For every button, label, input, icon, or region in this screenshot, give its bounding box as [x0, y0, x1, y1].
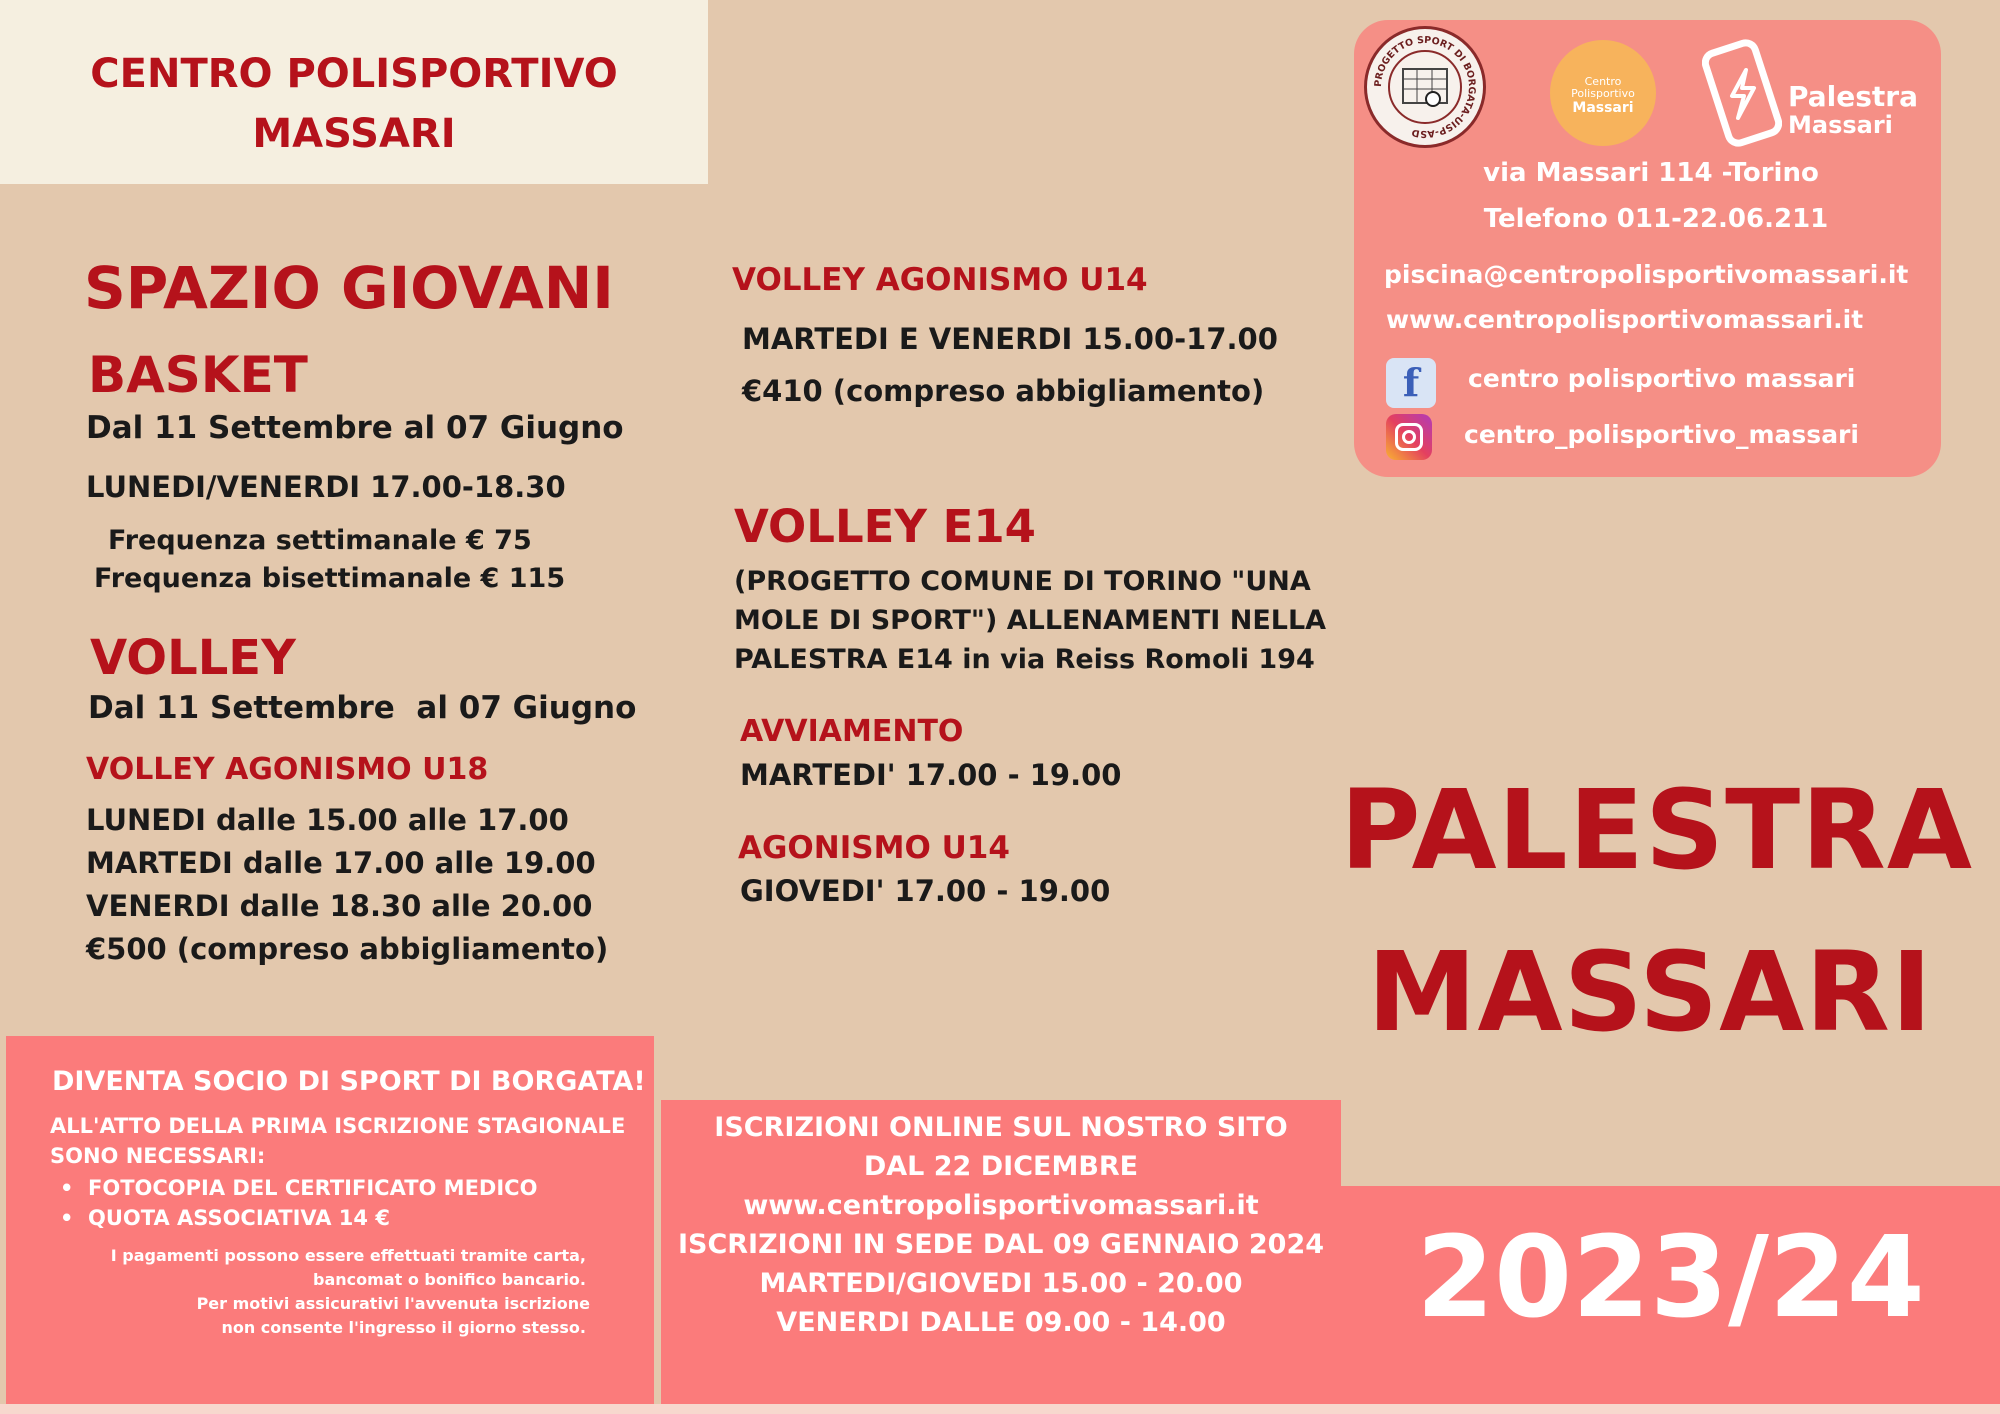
contact-address: via Massari 114 -Torino	[1483, 158, 1819, 188]
section-title: SPAZIO GIOVANI	[84, 254, 614, 322]
contact-email[interactable]: piscina@centropolisportivomassari.it	[1384, 260, 1909, 289]
season-label: 2023/24	[1416, 1213, 1925, 1343]
logo2-line2: Polisportivo	[1571, 87, 1635, 100]
basket-dates: Dal 11 Settembre al 07 Giugno	[86, 410, 624, 446]
socio-bullet: QUOTA ASSOCIATIVA 14 €	[88, 1206, 390, 1230]
bullet-icon: •	[60, 1176, 74, 1200]
avviamento-time: MARTEDI' 17.00 - 19.00	[740, 758, 1122, 792]
bottom-strip	[0, 1404, 2000, 1414]
big-title-line1: PALESTRA	[1340, 766, 1973, 894]
logo2-line1: Centro	[1584, 75, 1622, 88]
iscrizioni-box	[661, 1100, 1341, 1414]
lightning-icon	[1702, 38, 1782, 148]
basket-freq1: Frequenza settimanale € 75	[108, 525, 532, 556]
iscrizioni-website[interactable]: www.centropolisportivomassari.it	[743, 1190, 1259, 1221]
seal-icon	[1367, 29, 1483, 145]
logo3-line1: Palestra	[1788, 80, 1919, 113]
volley-e14-desc: (PROGETTO COMUNE DI TORINO "UNA	[734, 566, 1311, 597]
basket-schedule: LUNEDI/VENERDI 17.00-18.30	[86, 470, 566, 504]
palestra-massari-logo	[1702, 38, 1932, 148]
socio-intro: ALL'ATTO DELLA PRIMA ISCRIZIONE STAGIONALE	[50, 1114, 626, 1138]
contact-phone: Telefono 011-22.06.211	[1483, 204, 1829, 234]
volley-u18-title: VOLLEY AGONISMO U18	[86, 752, 489, 787]
iscrizioni-line: DAL 22 DICEMBRE	[863, 1151, 1139, 1182]
header-box	[0, 0, 708, 184]
header-line1: CENTRO POLISPORTIVO	[90, 51, 618, 97]
instagram-icon[interactable]	[1386, 414, 1432, 460]
sport-di-borgata-logo	[1364, 26, 1486, 148]
volley-e14-desc: MOLE DI SPORT") ALLENAMENTI NELLA	[734, 605, 1327, 636]
iscrizioni-line: ISCRIZIONI ONLINE SUL NOSTRO SITO	[714, 1112, 1288, 1143]
facebook-label[interactable]: centro polisportivo massari	[1468, 364, 1856, 393]
socio-note: Per motivi assicurativi l'avvenuta iscrizione	[196, 1294, 590, 1313]
seal-text: PROGETTO SPORT DI BORGATA-UISP-ASD	[1372, 34, 1478, 140]
iscrizioni-line: ISCRIZIONI IN SEDE DAL 09 GENNAIO 2024	[677, 1229, 1325, 1260]
volley-e14-desc: PALESTRA E14 in via Reiss Romoli 194	[734, 644, 1315, 675]
volley-e14-title: VOLLEY E14	[734, 500, 1036, 553]
agonismo-time: GIOVEDI' 17.00 - 19.00	[740, 874, 1111, 908]
iscrizioni-line: VENERDI DALLE 09.00 - 14.00	[776, 1307, 1226, 1338]
volley-u14-title: VOLLEY AGONISMO U14	[732, 262, 1148, 298]
instagram-label[interactable]: centro_polisportivo_massari	[1464, 420, 1859, 449]
socio-bullet: FOTOCOPIA DEL CERTIFICATO MEDICO	[88, 1176, 538, 1200]
volley-u18-line: LUNEDI dalle 15.00 alle 17.00	[86, 803, 569, 837]
socio-note: bancomat o bonifico bancario.	[313, 1270, 586, 1289]
contact-website[interactable]: www.centropolisportivomassari.it	[1386, 305, 1864, 334]
volley-title: VOLLEY	[90, 630, 296, 686]
socio-note: non consente l'ingresso il giorno stesso.	[221, 1318, 586, 1337]
socio-intro: SONO NECESSARI:	[50, 1144, 266, 1168]
basket-freq2: Frequenza bisettimanale € 115	[94, 563, 566, 594]
logo3-line2: Massari	[1788, 111, 1893, 139]
agonismo-title: AGONISMO U14	[738, 830, 1010, 866]
volley-u18-line: VENERDI dalle 18.30 alle 20.00	[86, 889, 593, 923]
socio-box	[6, 1036, 654, 1414]
iscrizioni-line: MARTEDI/GIOVEDI 15.00 - 20.00	[759, 1268, 1243, 1299]
volley-u14-schedule: MARTEDI E VENERDI 15.00-17.00	[742, 322, 1278, 356]
volley-u14-price: €410 (compreso abbigliamento)	[742, 374, 1265, 408]
volley-dates: Dal 11 Settembre al 07 Giugno	[88, 690, 637, 726]
contact-card	[1354, 20, 1941, 477]
header-line2: MASSARI	[252, 111, 456, 157]
volley-u18-line: MARTEDI dalle 17.00 alle 19.00	[86, 846, 596, 880]
big-title-line2: MASSARI	[1367, 928, 1933, 1056]
volley-u18-line: €500 (compreso abbigliamento)	[86, 932, 609, 966]
logo2-line3: Massari	[1572, 100, 1634, 116]
avviamento-title: AVVIAMENTO	[740, 714, 964, 749]
facebook-icon[interactable]: f	[1386, 358, 1436, 408]
season-box	[1341, 1186, 2000, 1414]
centro-polisportivo-logo	[1550, 40, 1656, 146]
socio-note: I pagamenti possono essere effettuati tramite carta,	[110, 1246, 586, 1265]
basket-title: BASKET	[88, 346, 308, 404]
socio-title: DIVENTA SOCIO DI SPORT DI BORGATA!	[52, 1066, 646, 1097]
bullet-icon: •	[60, 1206, 74, 1230]
